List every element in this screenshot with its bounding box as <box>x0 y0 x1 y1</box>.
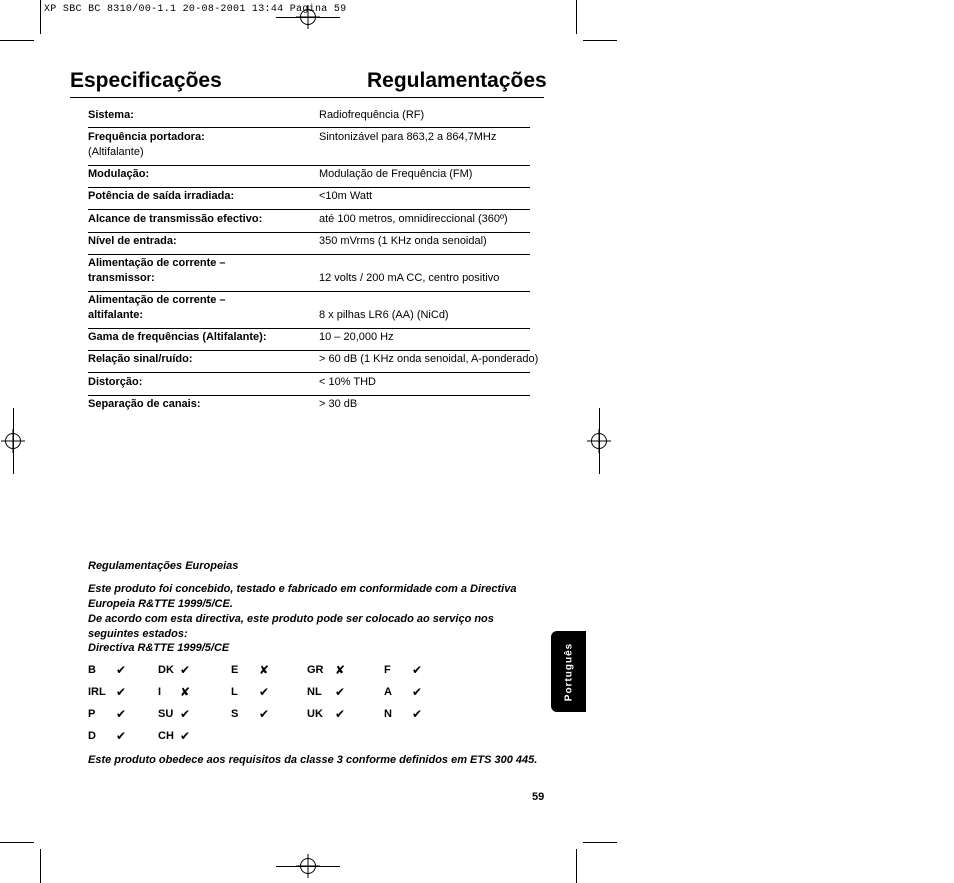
cross-icon: ✘ <box>259 663 270 677</box>
row-divider <box>88 209 530 210</box>
check-icon: ✔ <box>116 663 127 677</box>
spec-value: Radiofrequência (RF) <box>319 109 425 121</box>
spec-label: Frequência portadora: <box>88 131 205 143</box>
check-icon: ✔ <box>335 685 346 699</box>
registration-mark-icon <box>1 429 25 453</box>
row-divider <box>88 232 530 233</box>
spec-label: Alcance de transmissão efectivo: <box>88 213 263 225</box>
country-code: I <box>158 686 162 698</box>
row-divider <box>88 127 530 128</box>
page-title-right: Regulamentações <box>367 69 547 92</box>
crop-mark <box>576 849 577 883</box>
check-icon: ✔ <box>116 729 127 743</box>
spec-label: Potência de saída irradiada: <box>88 190 235 202</box>
spec-value: < 10% THD <box>319 376 376 388</box>
country-code: N <box>384 708 392 720</box>
row-divider <box>88 350 530 351</box>
check-icon: ✔ <box>180 663 191 677</box>
spec-label: Alimentação de corrente – <box>88 257 226 269</box>
regulations-paragraph-line: Europeia R&TTE 1999/5/CE. <box>88 598 233 610</box>
language-tab-label: Português <box>563 642 574 701</box>
country-code: CH <box>158 730 174 742</box>
country-code: E <box>231 664 239 676</box>
spec-value: 12 volts / 200 mA CC, centro positivo <box>319 272 500 284</box>
check-icon: ✔ <box>412 707 423 721</box>
country-code: DK <box>158 664 174 676</box>
country-code: NL <box>307 686 322 698</box>
language-tab <box>551 631 586 712</box>
spec-label: Sistema: <box>88 109 134 121</box>
row-divider <box>88 372 530 373</box>
page-title-left: Especificações <box>70 69 222 92</box>
check-icon: ✔ <box>116 707 127 721</box>
spec-value: Modulação de Frequência (FM) <box>319 168 473 180</box>
spec-value: até 100 metros, omnidireccional (360º) <box>319 213 508 225</box>
crop-mark <box>0 842 34 843</box>
spec-value: <10m Watt <box>319 190 373 202</box>
crop-mark <box>576 0 577 34</box>
regulations-heading: Regulamentações Europeias <box>88 560 239 572</box>
spec-label-line2: altifalante: <box>88 309 144 321</box>
row-divider <box>88 254 530 255</box>
registration-mark-icon <box>587 429 611 453</box>
print-slug: XP SBC BC 8310/00-1.1 20-08-2001 13:44 Pagina 59 <box>44 4 347 15</box>
row-divider <box>88 165 530 166</box>
registration-mark-icon <box>296 5 320 29</box>
row-divider <box>88 187 530 188</box>
spec-label: Relação sinal/ruído: <box>88 353 193 365</box>
country-code: F <box>384 664 391 676</box>
cross-icon: ✘ <box>335 663 346 677</box>
spec-value: > 60 dB (1 KHz onda senoidal, A-ponderado) <box>319 353 539 365</box>
spec-label-line2: transmissor: <box>88 272 155 284</box>
country-code: L <box>231 686 238 698</box>
check-icon: ✔ <box>412 663 423 677</box>
check-icon: ✔ <box>180 707 191 721</box>
country-code: UK <box>307 708 323 720</box>
crop-mark <box>40 0 41 34</box>
regulations-paragraph-line: De acordo com esta directiva, este produto pode ser colocado ao serviço nos <box>88 613 494 625</box>
country-code: D <box>88 730 96 742</box>
regulations-footer: Este produto obedece aos requisitos da classe 3 conforme definidos em ETS 300 445. <box>88 754 538 766</box>
regulations-paragraph-line: Directiva R&TTE 1999/5/CE <box>88 642 230 654</box>
country-code: B <box>88 664 96 676</box>
check-icon: ✔ <box>259 707 270 721</box>
spec-value: 10 – 20,000 Hz <box>319 331 394 343</box>
crop-mark <box>40 849 41 883</box>
spec-label: Nível de entrada: <box>88 235 177 247</box>
title-divider <box>70 97 544 98</box>
spec-value: 350 mVrms (1 KHz onda senoidal) <box>319 235 487 247</box>
spec-label: Modulação: <box>88 168 150 180</box>
spec-label: Separação de canais: <box>88 398 201 410</box>
country-code: A <box>384 686 392 698</box>
spec-label: Distorção: <box>88 376 143 388</box>
spec-sublabel: (Altifalante) <box>88 146 144 158</box>
country-code: S <box>231 708 239 720</box>
row-divider <box>88 291 530 292</box>
row-divider <box>88 328 530 329</box>
row-divider <box>88 395 530 396</box>
regulations-paragraph-line: seguintes estados: <box>88 628 188 640</box>
regulations-paragraph-line: Este produto foi concebido, testado e fabricado em conformidade com a Directiva <box>88 583 517 595</box>
check-icon: ✔ <box>116 685 127 699</box>
crop-mark <box>0 40 34 41</box>
country-code: SU <box>158 708 174 720</box>
registration-mark-icon <box>296 854 320 878</box>
check-icon: ✔ <box>335 707 346 721</box>
country-code: IRL <box>88 686 106 698</box>
page-number: 59 <box>532 791 545 803</box>
cross-icon: ✘ <box>180 685 191 699</box>
check-icon: ✔ <box>412 685 423 699</box>
crop-mark <box>583 842 617 843</box>
spec-value: Sintonizável para 863,2 a 864,7MHz <box>319 131 497 143</box>
spec-value: 8 x pilhas LR6 (AA) (NiCd) <box>319 309 449 321</box>
country-code: P <box>88 708 96 720</box>
country-code: GR <box>307 664 324 676</box>
crop-mark <box>583 40 617 41</box>
spec-label: Gama de frequências (Altifalante): <box>88 331 267 343</box>
check-icon: ✔ <box>259 685 270 699</box>
spec-value: > 30 dB <box>319 398 358 410</box>
spec-label: Alimentação de corrente – <box>88 294 226 306</box>
check-icon: ✔ <box>180 729 191 743</box>
